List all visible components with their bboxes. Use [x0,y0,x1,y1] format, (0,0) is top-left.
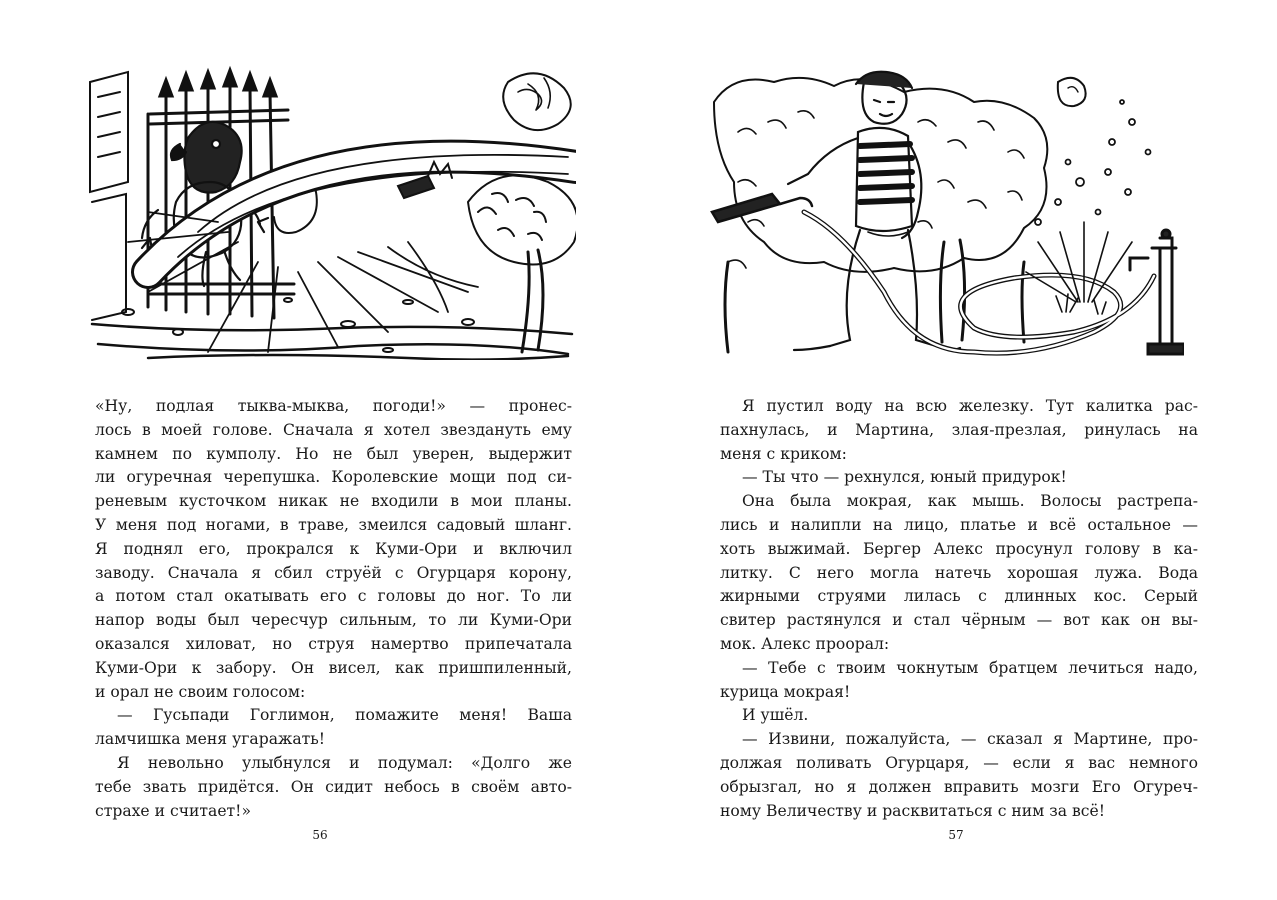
text-line: ли огуречная черепушка. Королевские мощи под си- [95,468,572,487]
text-line: У меня под ногами, в траве, змеился садовый шланг. [95,515,572,534]
text-line: реневым кусточком никак не входили в мои планы. [95,492,572,511]
text-line: — Гусьпади Гоглимон, помажите меня! Ваша [117,706,572,725]
text-line: должая поливать Огурцаря, — если я вас немного [720,753,1198,772]
text-line: Она была мокрая, как мышь. Волосы растрепа- [742,492,1198,511]
text-line: пахнулась, и Мартина, злая-презлая, ринулась на [720,420,1198,439]
text-line: и орал не своим голосом: [95,682,306,701]
right-page-text [720,395,1198,823]
text-line: Я поднял его, прокрался к Куми-Ори и включил [95,539,572,558]
text-line: напор воды был чересчур сильным, то ли Куми-Ори [95,611,572,630]
right-page [638,0,1277,900]
text-line: а потом стал окатывать его с головы до ног. То ли [95,587,572,606]
page-number: 56 [312,828,328,842]
text-line: жирными струями лилась с длинных кос. Серый [720,587,1198,606]
text-line: И ушёл. [742,706,809,725]
text-line: — Извини, пожалуйста, — сказал я Мартине, про- [742,730,1198,749]
text-line: свитер растянулся и стал чёрным — вот как он вы- [720,611,1198,630]
text-line: хоть выжимай. Бергер Алекс просунул голову в ка- [720,539,1198,558]
text-line: Я пустил воду на всю железку. Тут калитка рас- [742,397,1198,415]
text-line: ному Величеству и расквитаться с ним за всё! [720,801,1106,820]
text-line: заводу. Сначала я сбил струёй с Огурцаря корону, [95,563,572,582]
text-line: лись и налипли на лицо, платье и всё остальное — [720,515,1198,534]
text-line: камнем по кумполу. Но не был уверен, выдержит [95,444,572,463]
text-line: — Ты что — рехнулся, юный придурок! [742,468,1067,487]
text-line: мок. Алекс проорал: [720,634,890,653]
page-number: 57 [948,828,964,842]
text-line: Куми-Ори к забору. Он висел, как пришпиленный, [95,658,572,677]
left-page-text [95,395,572,823]
text-line: ламчишка меня угаражать! [95,730,326,749]
text-line: обрызгал, но я должен вправить мозги Его Огуреч- [720,777,1198,796]
text-line: «Ну, подлая тыква-мыква, погоди!» — пронес- [95,397,572,415]
text-line: лось в моей голове. Сначала я хотел звездануть ему [95,420,572,439]
text-line: Я невольно улыбнулся и подумал: «Долго же [117,753,572,772]
text-line: — Тебе с твоим чокнутым братцем лечиться надо, [742,658,1198,677]
text-line: страхе и считает!» [95,801,251,820]
text-line: курица мокрая! [720,682,851,701]
text-line: тебе звать придётся. Он сидит небось в своём авто- [95,777,572,796]
illustration-hose-spraying-creature-at-fence [88,62,576,360]
text-line: литку. С него могла натечь хорошая лужа. Вода [720,563,1198,582]
illustration-boy-watering-with-garden-hose [708,62,1184,374]
text-line: меня с криком: [720,444,847,463]
text-line: оказался хиловат, но струя намертво припечатала [95,634,572,653]
left-page [0,0,638,900]
